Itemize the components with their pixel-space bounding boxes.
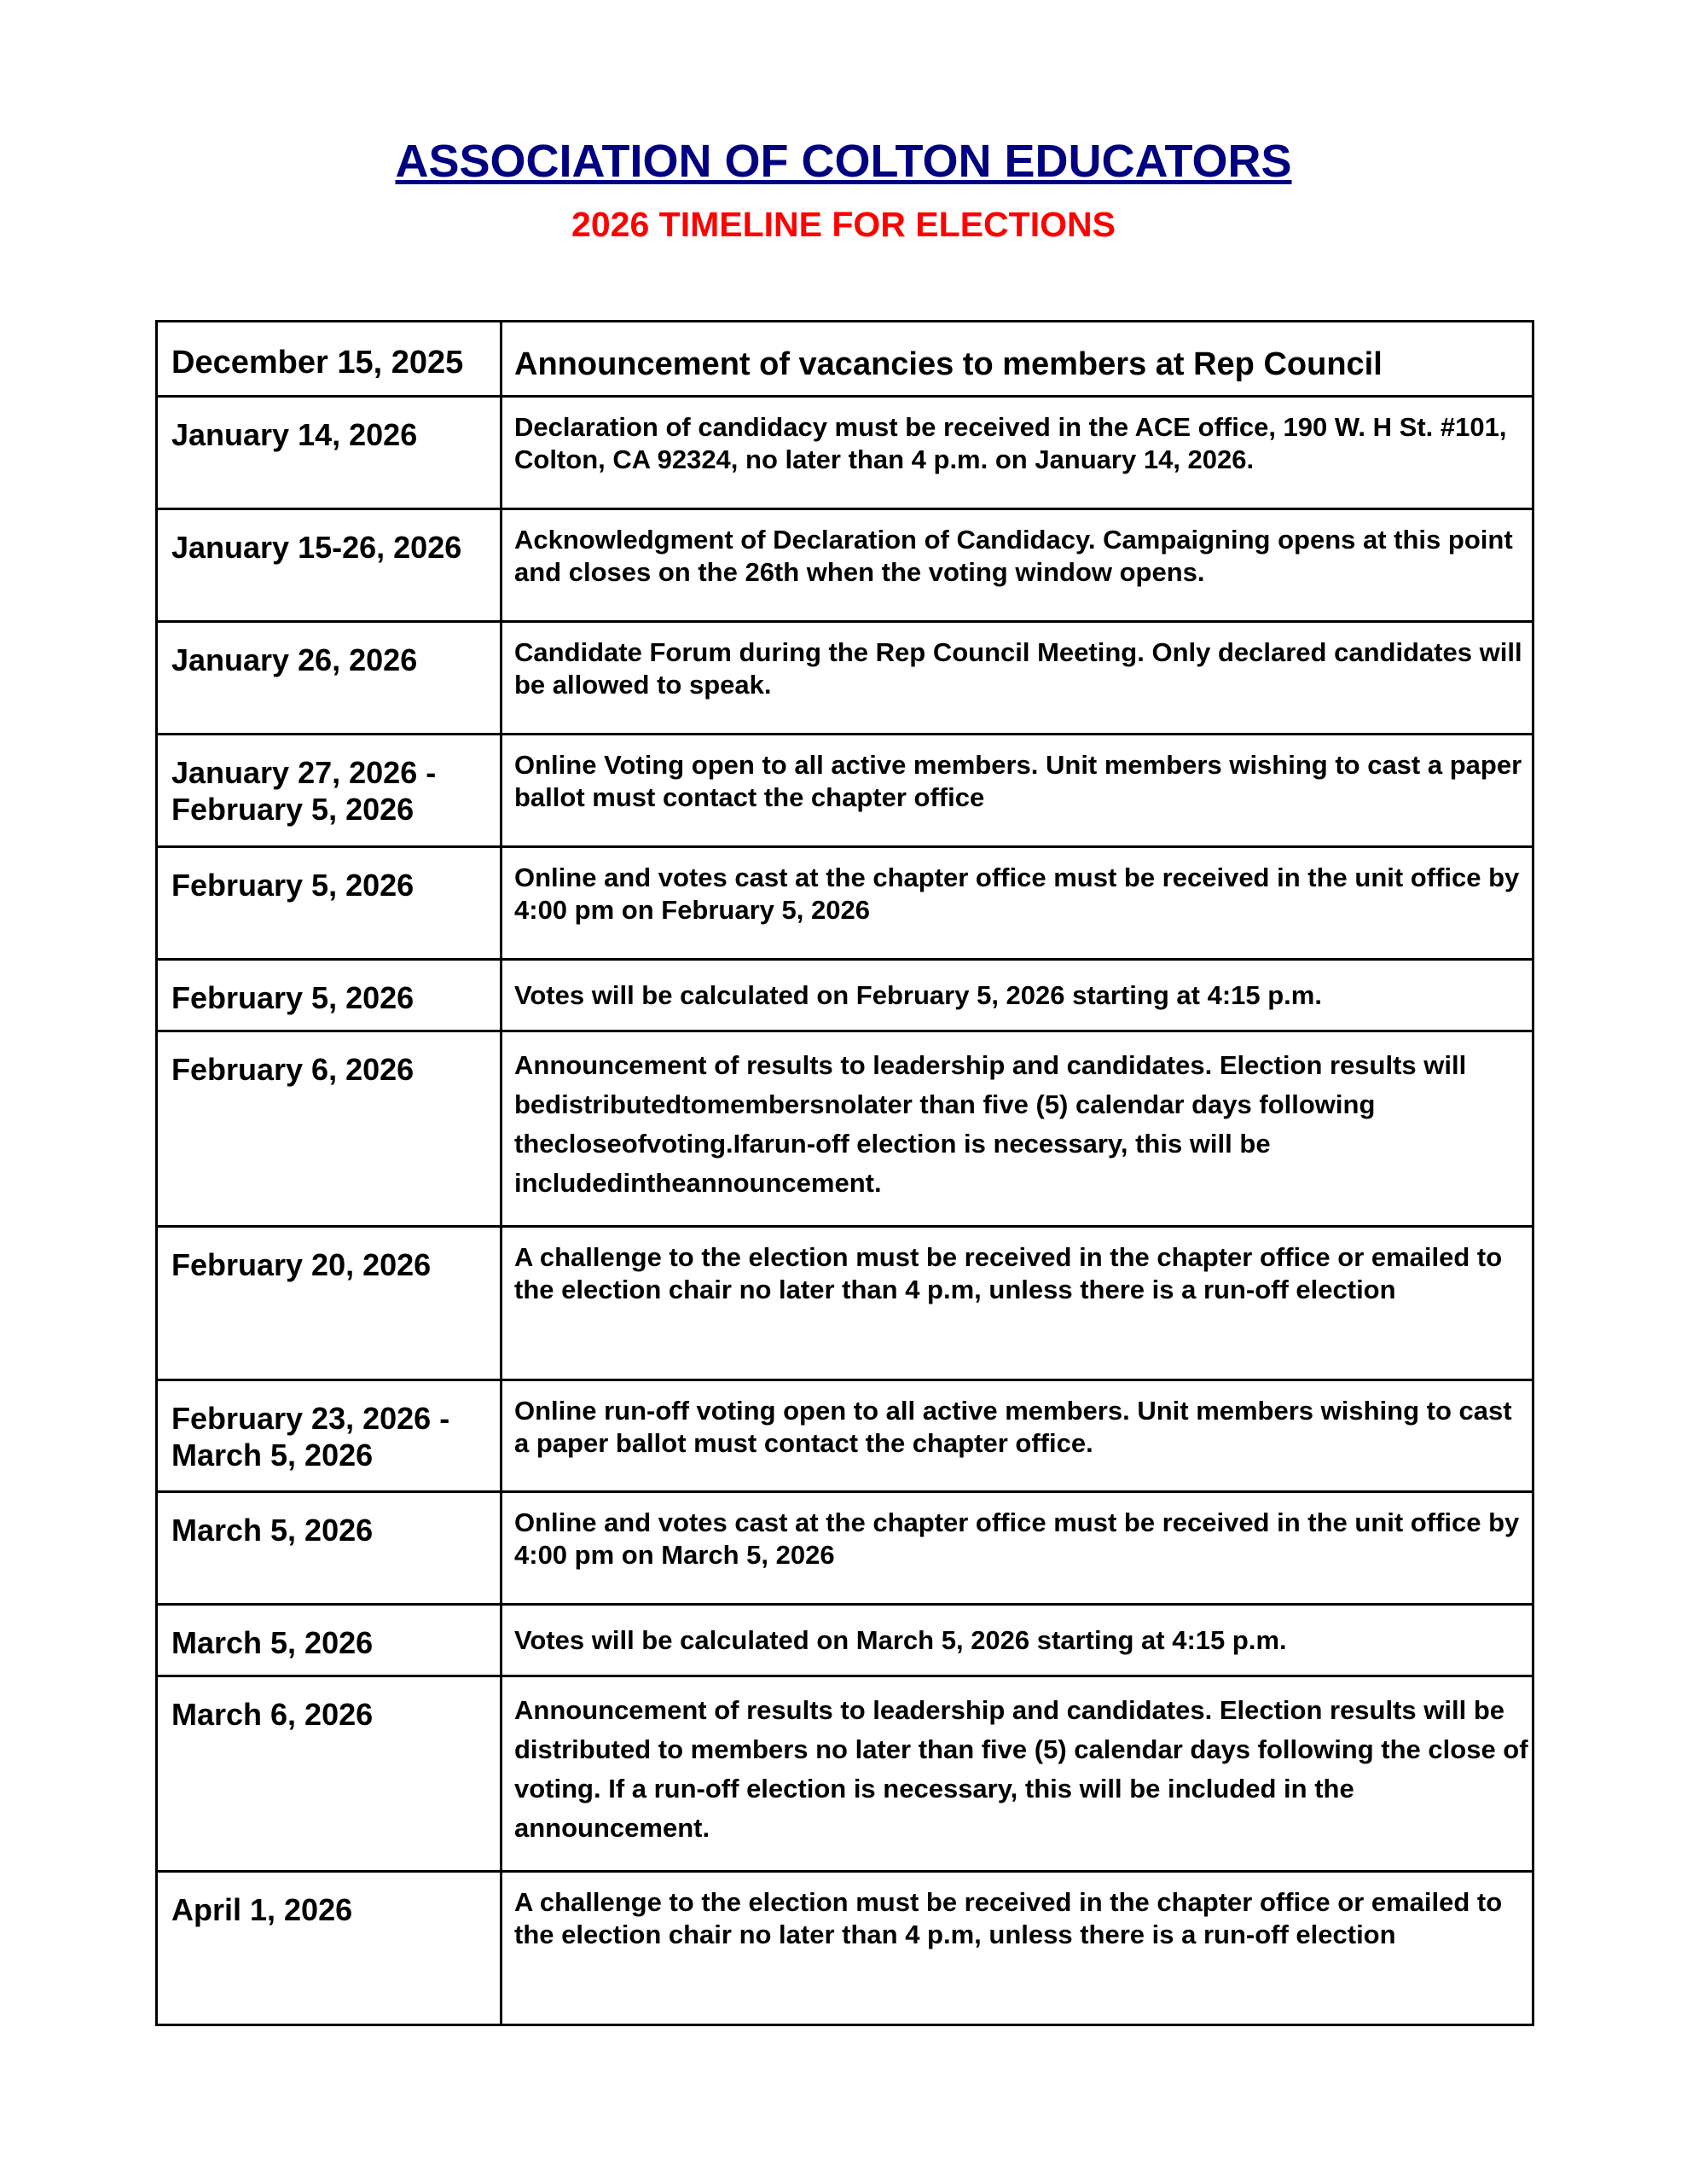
timeline-date: February 5, 2026	[157, 960, 501, 1031]
table-row	[157, 1605, 1533, 1676]
timeline-description: Announcement of vacancies to members at Rep Council	[501, 322, 1533, 397]
timeline-description: A challenge to the election must be received in the chapter office or emailed to the election chair no later than 4 p.m, unless there is a run-off election	[501, 1227, 1533, 1380]
timeline-date: March 5, 2026	[157, 1492, 501, 1605]
table-row	[157, 1492, 1533, 1605]
timeline-description: Online Voting open to all active members. Unit members wishing to cast a paper ballot must contact the chapter office	[501, 735, 1533, 847]
timeline-date: February 6, 2026	[157, 1031, 501, 1227]
table-row	[157, 1676, 1533, 1872]
timeline-description: Online and votes cast at the chapter office must be received in the unit office by 4:00 pm on March 5, 2026	[501, 1492, 1533, 1605]
timeline-date: January 26, 2026	[157, 622, 501, 735]
page-subtitle: 2026 TIMELINE FOR ELECTIONS	[571, 205, 1116, 244]
timeline-date: January 15-26, 2026	[157, 509, 501, 622]
page-title	[0, 136, 1687, 187]
table-row	[157, 1227, 1533, 1380]
timeline-date: January 14, 2026	[157, 397, 501, 509]
timeline-description: Declaration of candidacy must be received in the ACE office, 190 W. H St. #101, Colton, CA 92324, no later than 4 p.m. on January 14, 2026.	[501, 397, 1533, 509]
table-row	[157, 960, 1533, 1031]
table-row	[157, 1872, 1533, 2025]
timeline-date: March 6, 2026	[157, 1676, 501, 1872]
table-row	[157, 1031, 1533, 1227]
table-row	[157, 322, 1533, 397]
timeline-description: Online and votes cast at the chapter office must be received in the unit office by 4:00 pm on February 5, 2026	[501, 847, 1533, 960]
timeline-date: February 23, 2026 - March 5, 2026	[157, 1380, 501, 1492]
timeline-date: December 15, 2025	[157, 322, 501, 397]
table-row	[157, 622, 1533, 735]
timeline-date: March 5, 2026	[157, 1605, 501, 1676]
table-row	[157, 847, 1533, 960]
timeline-date: April 1, 2026	[157, 1872, 501, 2025]
timeline-date: January 27, 2026 - February 5, 2026	[157, 735, 501, 847]
election-timeline-table	[155, 320, 1534, 2026]
timeline-description: A challenge to the election must be received in the chapter office or emailed to the election chair no later than 4 p.m, unless there is a run-off election	[501, 1872, 1533, 2025]
timeline-description: Announcement of results to leadership and candidates. Election results will bedistributedtomembersnolater than five (5) calendar days following thecloseofvoting.Ifarun-off election is necessary, this will be includedintheannouncement.	[501, 1031, 1533, 1227]
organization-name: ASSOCIATION OF COLTON EDUCATORS	[395, 136, 1292, 187]
table-row	[157, 735, 1533, 847]
table-row	[157, 1380, 1533, 1492]
timeline-description: Votes will be calculated on March 5, 2026 starting at 4:15 p.m.	[501, 1605, 1533, 1676]
timeline-date: February 5, 2026	[157, 847, 501, 960]
table-row	[157, 509, 1533, 622]
timeline-description: Votes will be calculated on February 5, 2026 starting at 4:15 p.m.	[501, 960, 1533, 1031]
timeline-description: Acknowledgment of Declaration of Candidacy. Campaigning opens at this point and closes on the 26th when the voting window opens.	[501, 509, 1533, 622]
timeline-description: Announcement of results to leadership and candidates. Election results will be distributed to members no later than five (5) calendar days following the close of voting. If a run-off election is necessary, this will be included in the announcement.	[501, 1676, 1533, 1872]
timeline-description: Candidate Forum during the Rep Council Meeting. Only declared candidates will be allowed to speak.	[501, 622, 1533, 735]
timeline-date: February 20, 2026	[157, 1227, 501, 1380]
timeline-description: Online run-off voting open to all active members. Unit members wishing to cast a paper ballot must contact the chapter office.	[501, 1380, 1533, 1492]
table-row	[157, 397, 1533, 509]
